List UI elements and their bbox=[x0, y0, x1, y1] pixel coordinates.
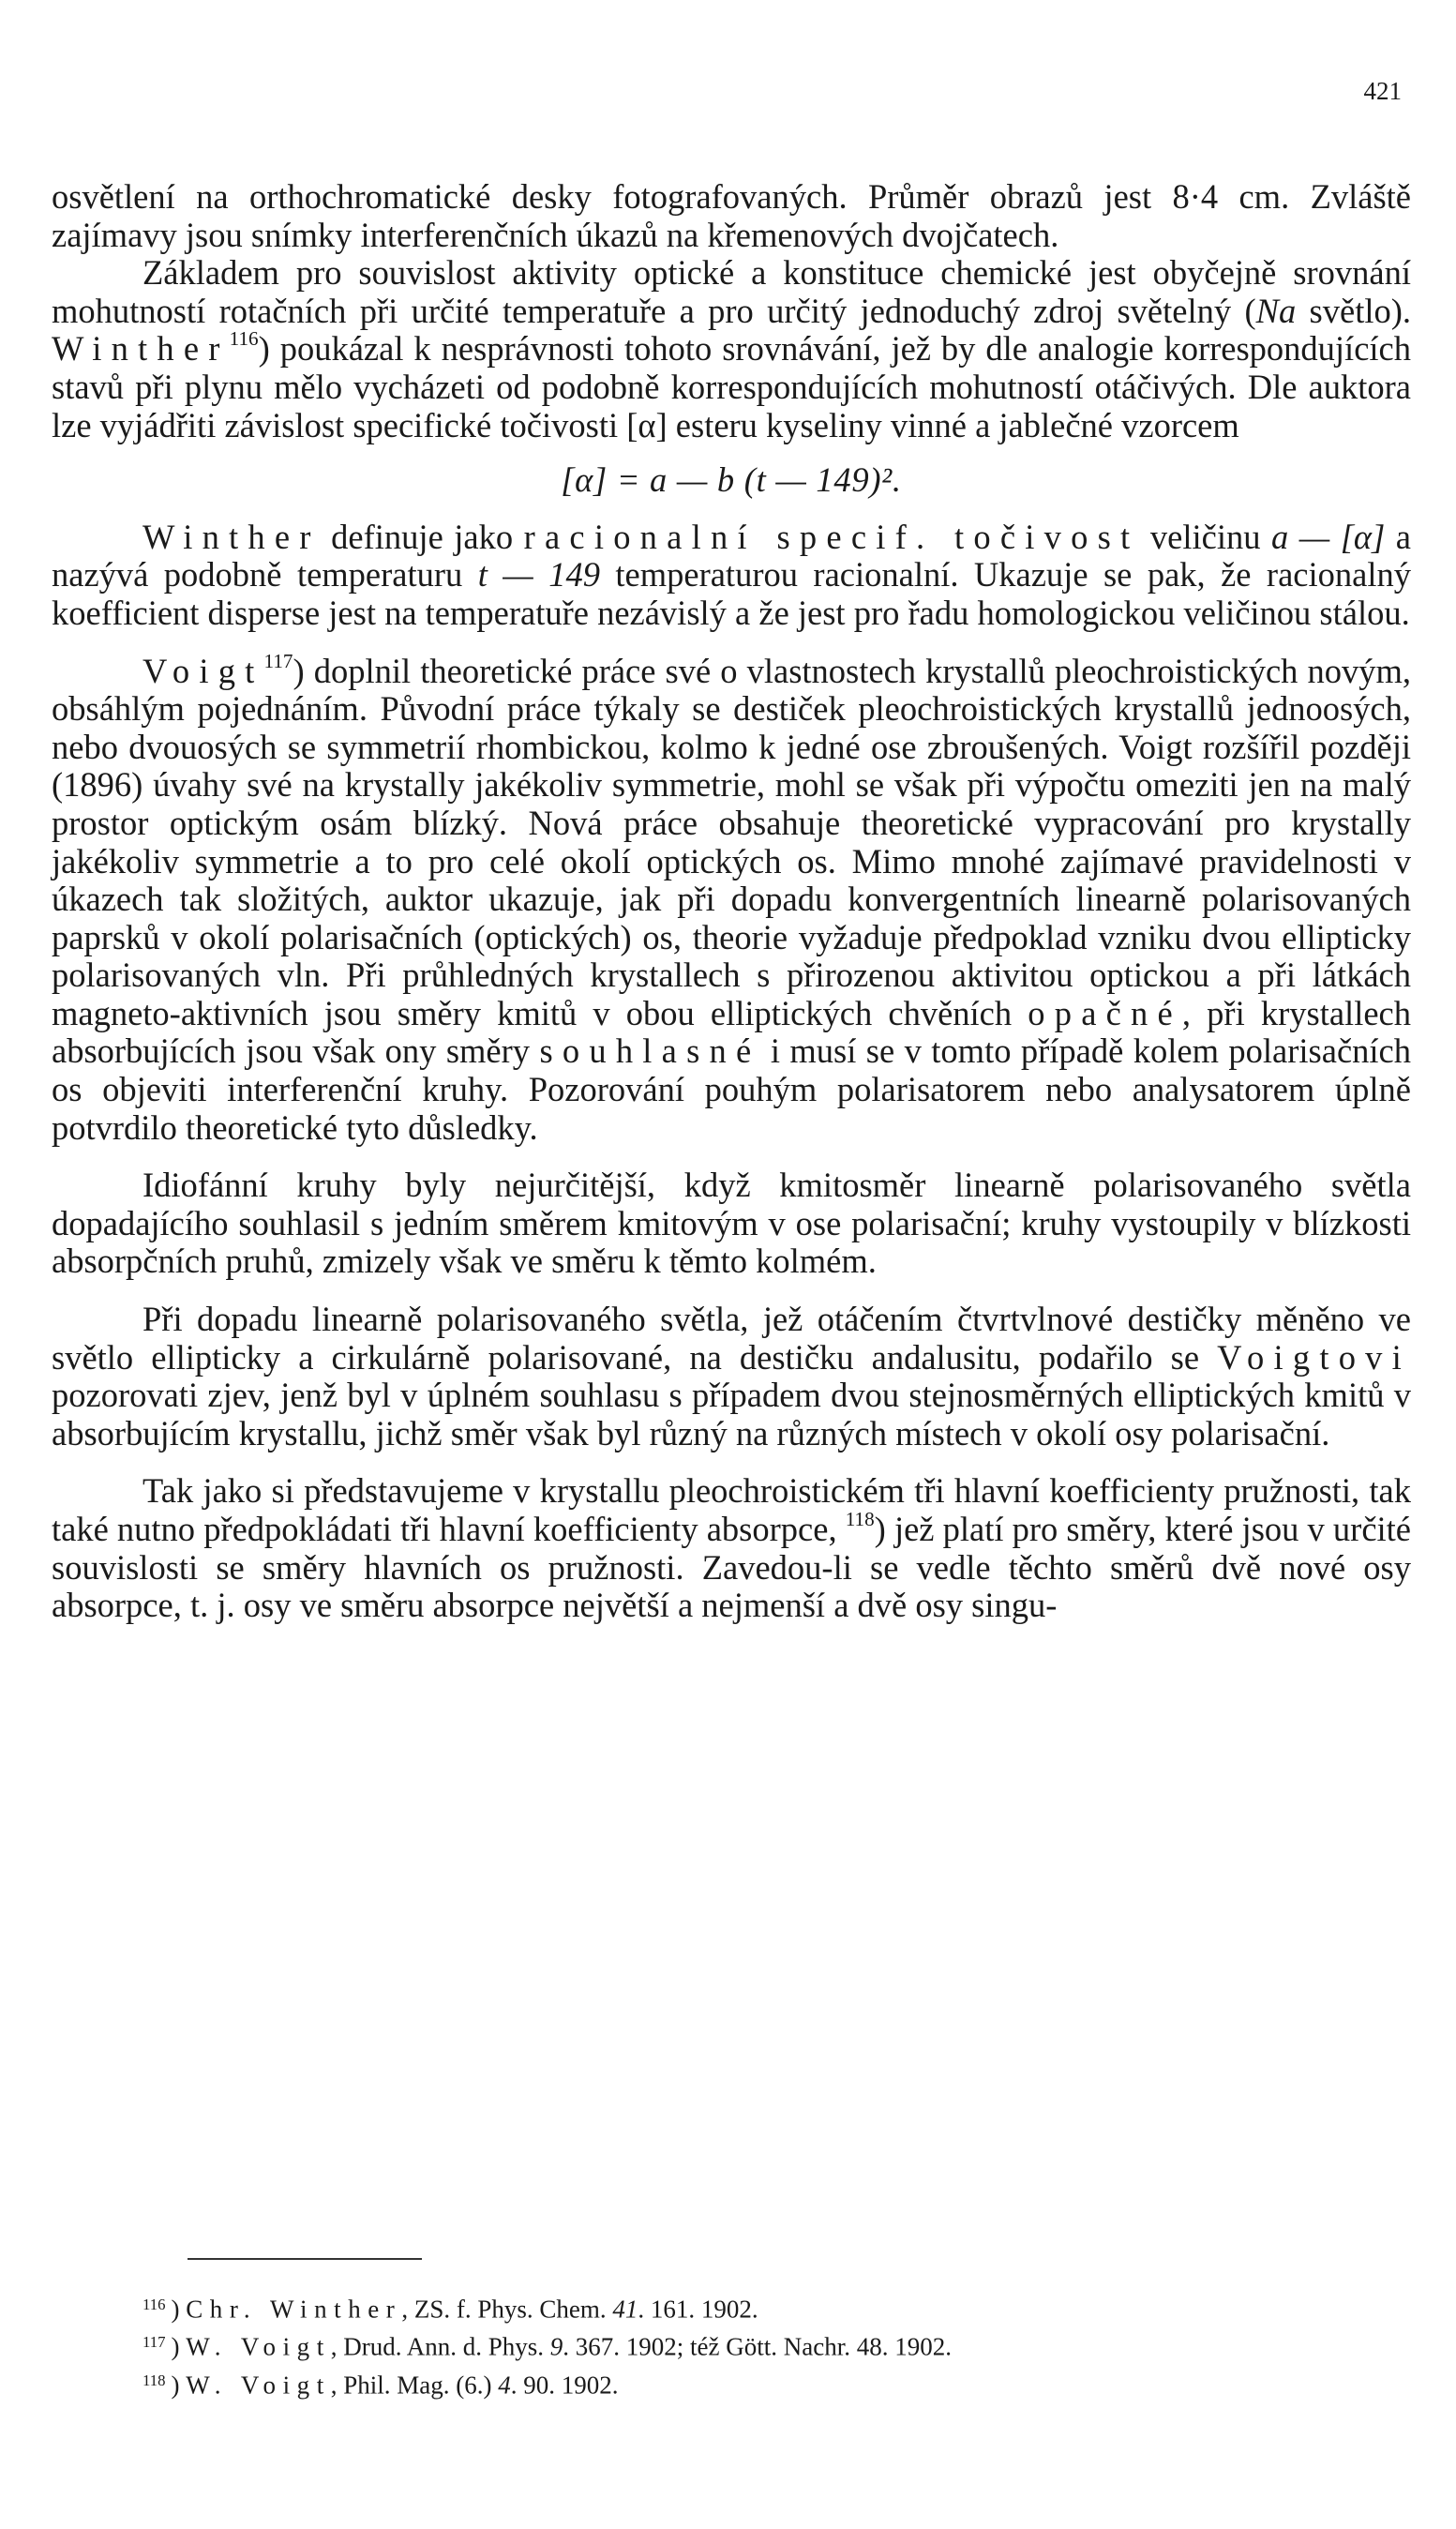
paragraph-1: osvětlení na orthochromatické desky fotografovaných. Průměr obrazů jest 8·4 cm. Zvláště zajímavy jsou snímky interferenčních úkazů na křemenových dvojčatech. bbox=[52, 177, 1411, 254]
author-voigtovi: Voigtovi bbox=[1217, 1337, 1411, 1377]
footnote-divider bbox=[188, 2258, 422, 2260]
footnotes bbox=[143, 2288, 1408, 2401]
body-text bbox=[52, 178, 1411, 1625]
author-winther-2: Winther bbox=[143, 517, 321, 556]
paragraph-3: Winther definuje jako racionalní specif. točivost veličinu a — [α] a nazývá podobně temperaturu t — 149 temperaturou racionalní. Ukazuje se pak, že racionalný koefficient disperse jest na temperatuře nezávislý a že jest pro řadu homologickou veličinou stálou. bbox=[52, 517, 1411, 632]
paragraph-4: Voigt$^{117}$) doplnil theoretické práce své o vlastnostech krystallů pleochroistických novým, obsáhlým pojednáním. Původní práce týkaly se destiček pleochroistických krystallů jednoosých, nebo dvouosých se symmetrií rhombickou, kolmo k jedné ose zbroušených. Voigt rozšířil později (1896) úvahy své na krystally jakékoliv symmetrie, mohl se však při výpočtu omeziti jen na malý prostor optickým osám blízký. Nová práce obsahuje theoretické vypracování pro krystally jakékoliv symmetrie a to pro celé okolí optických os. Mimo mnohé zajímavé pravidelnosti v úkazech tak složitých, auktor ukazuje, jak při dopadu konvergentních linearně polarisovaných paprsků v okolí polarisačních (optických) os, theorie vyžaduje předpoklad vzniku dvou ellipticky polarisovaných vln. Při průhledných krystallech s přirozenou aktivitou optickou a při látkách magneto-aktivních jsou směry kmitů v obou elliptických chvěních opačné, při krystallech absorbujících jsou však ony směry souhlasné i musí se v tomto případě kolem polarisačních os objeviti interferenční kruhy. Pozorování pouhým polarisatorem nebo analysatorem úplně potvrdilo theoretické tyto důsledky. bbox=[52, 649, 1411, 1147]
footnote-117: $^{117}$ ) W. Voigt, Drud. Ann. d. Phys. 9. 367. 1902; též Gött. Nachr. 48. 1902. bbox=[143, 2332, 952, 2361]
footnote-ref-117: 117 bbox=[263, 649, 293, 672]
paragraph-5: Idiofánní kruhy byly nejurčitější, když kmitosměr linearně polarisovaného světla dopadajícího souhlasil s jedním směrem kmitovým v ose polarisační; kruhy vystoupily v blízkosti absorpčních pruhů, zmizely však ve směru k těmto kolmém. bbox=[52, 1166, 1411, 1281]
paragraph-2: Základem pro souvislost aktivity optické a konstituce chemické jest obyčejně srovnání mohutností rotačních při určité temperatuře a pro určitý jednoduchý zdroj světelný (Na světlo). Winther$^{116}$) poukázal k nesprávnosti tohoto srovnávání, jež by dle analogie korrespondujících stavů při plynu mělo vycházeti od podobně korrespondujících mohutností otáčivých. Dle auktora lze vyjádřiti závislost specifické točivosti [α] esteru kyseliny vinné a jablečné vzorcem bbox=[52, 253, 1412, 444]
footnote-ref-116: 116 bbox=[229, 327, 259, 351]
footnote-116: $^{116}$ ) Chr. Winther, ZS. f. Phys. Chem. 41. 161. 1902. bbox=[143, 2295, 758, 2324]
footnote-ref-118: 118 bbox=[845, 1508, 875, 1531]
paragraph-7: Tak jako si představujeme v krystallu pleochroistickém tři hlavní koefficienty pružnosti, tak také nutno předpokládati tři hlavní koefficienty absorpce, $^{118}$) jež platí pro směry, které jsou v určité souvislosti se směry hlavních os pružnosti. Zavedou-li se vedle těchto směrů dvě nové osy absorpce, t. j. osy ve směru absorpce největší a nejmenší a dvě osy singu- bbox=[52, 1471, 1411, 1625]
paragraph-6: Při dopadu linearně polarisovaného světla, jež otáčením čtvrtvlnové destičky měněno ve světlo ellipticky a cirkulárně polarisované, na destičku andalusitu, podařilo se Voigtovi pozorovati zjev, jenž byl v úplném souhlasu s případem dvou stejnosměrných elliptických kmitů v absorbujícím krystallu, jichž směr však byl různý na různých místech v okolí osy polarisační. bbox=[52, 1300, 1411, 1453]
author-winther: Winther bbox=[52, 329, 230, 369]
page-number: 421 bbox=[1363, 77, 1402, 105]
author-voigt: Voigt bbox=[143, 651, 264, 690]
formula: [α] = a — b (t — 149)². bbox=[561, 460, 902, 500]
footnote-118: $^{118}$ ) W. Voigt, Phil. Mag. (6.) 4. 90. 1902. bbox=[143, 2371, 619, 2400]
